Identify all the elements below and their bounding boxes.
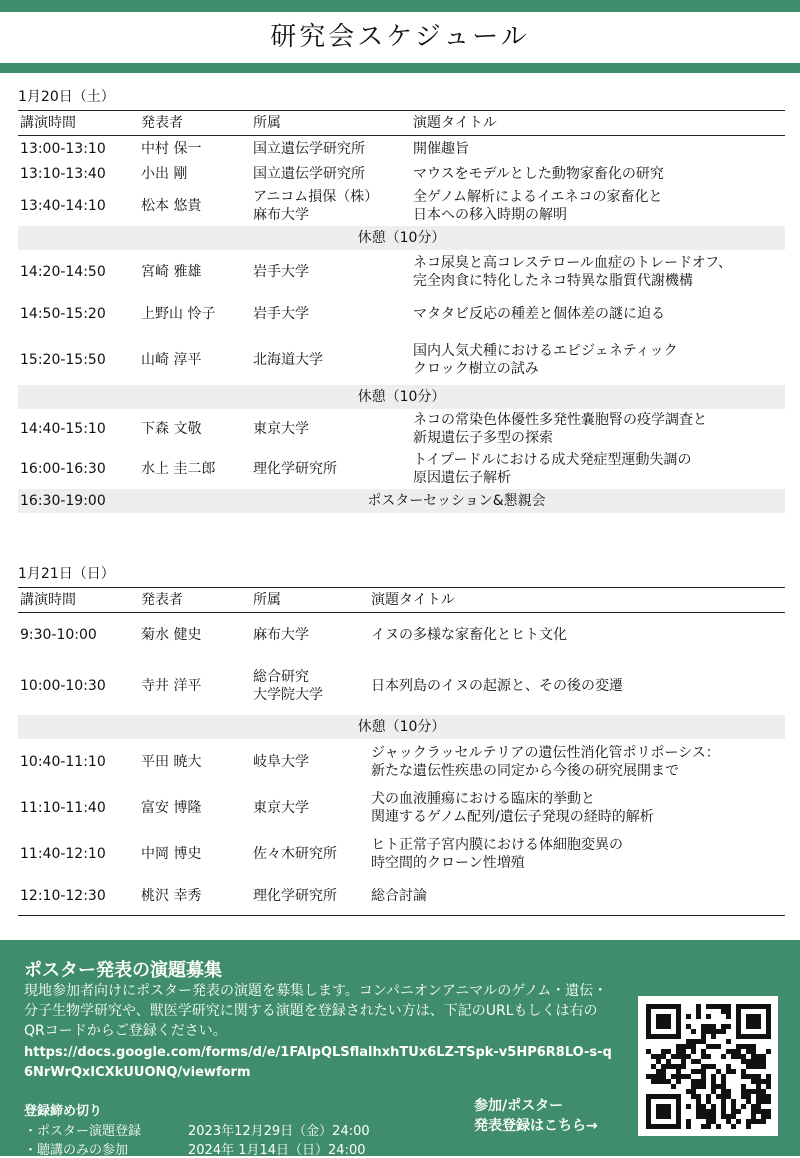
break-row bbox=[18, 226, 785, 250]
talk-title: マタタビ反応の種差と個体差の謎に迫る bbox=[413, 306, 665, 322]
header-time: 講演時間 bbox=[20, 115, 76, 131]
time: 14:20-14:50 bbox=[20, 263, 106, 280]
affiliation: 国立遺伝学研究所 bbox=[253, 140, 365, 157]
break-label: 休憩（10分） bbox=[357, 389, 446, 405]
affiliation: 岩手大学 bbox=[253, 263, 309, 280]
speaker: 中岡 博史 bbox=[141, 846, 202, 862]
time: 11:40-12:10 bbox=[20, 846, 106, 862]
table-row bbox=[18, 335, 785, 385]
talk-title: 総合討論 bbox=[371, 888, 427, 904]
talk-title: 犬の血液腫瘍における臨床的挙動と 関連するゲノム配列/遺伝子発現の経時的解析 bbox=[371, 791, 654, 825]
header-title: 演題タイトル bbox=[371, 592, 455, 608]
time: 15:20-15:50 bbox=[20, 352, 106, 368]
poster-session-row bbox=[18, 489, 785, 513]
break-row bbox=[18, 715, 785, 739]
affiliation: 理化学研究所 bbox=[253, 461, 337, 477]
time: 10:00-10:30 bbox=[20, 678, 106, 694]
affiliation: 岐阜大学 bbox=[253, 754, 309, 770]
table-header bbox=[18, 587, 785, 613]
table-row bbox=[18, 831, 785, 877]
speaker: 富安 博隆 bbox=[141, 800, 202, 816]
table-row bbox=[18, 785, 785, 831]
talk-title: マウスをモデルとした動物家畜化の研究 bbox=[413, 165, 664, 182]
break-label: 休憩（10分） bbox=[357, 719, 446, 735]
table-row bbox=[18, 449, 785, 489]
speaker: 寺井 洋平 bbox=[141, 678, 202, 694]
affiliation: 国立遺伝学研究所 bbox=[253, 165, 365, 182]
talk-title: ヒト正常子宮内膜における体細胞変異の 時空間的クローン性増殖 bbox=[371, 837, 623, 871]
talk-title: 日本列島のイヌの起源と、その後の変遷 bbox=[371, 678, 623, 694]
time: 13:10-13:40 bbox=[20, 165, 106, 182]
title-accent-bar bbox=[0, 63, 800, 73]
affiliation: 理化学研究所 bbox=[253, 888, 337, 904]
speaker: 水上 圭二郎 bbox=[141, 461, 216, 477]
time: 16:00-16:30 bbox=[20, 461, 106, 477]
speaker: 松本 悠貴 bbox=[141, 198, 202, 214]
time: 14:50-15:20 bbox=[20, 306, 106, 322]
break-label: 休憩（10分） bbox=[357, 230, 446, 246]
affiliation: アニコム損保（株） 麻布大学 bbox=[253, 189, 379, 223]
table-row bbox=[18, 657, 785, 715]
table-row bbox=[18, 186, 785, 226]
time: 13:00-13:10 bbox=[20, 140, 106, 157]
speaker: 平田 暁大 bbox=[141, 754, 202, 770]
speaker: 中村 保一 bbox=[141, 140, 202, 157]
time: 10:40-11:10 bbox=[20, 754, 106, 770]
affiliation: 北海道大学 bbox=[253, 352, 323, 368]
day1-schedule bbox=[18, 86, 785, 513]
qr-code[interactable] bbox=[638, 996, 778, 1136]
time: 16:30-19:00 bbox=[20, 493, 106, 509]
deadline-title: 登録締め切り bbox=[24, 1104, 103, 1119]
affiliation: 佐々木研究所 bbox=[253, 846, 337, 862]
talk-title: 全ゲノム解析によるイエネコの家畜化と 日本への移入時期の解明 bbox=[413, 189, 663, 223]
table-row bbox=[18, 409, 785, 449]
qr-code-icon bbox=[638, 996, 778, 1136]
talk-title: ネコ尿臭と高コレステロール血症のトレードオフ、 完全肉食に特化したネコ特異な脂質代謝機構 bbox=[413, 254, 733, 289]
talk-title: ジャックラッセルテリアの遺伝性消化管ポリポーシス： 新たな遺伝性疾患の同定から今後の研究展開まで bbox=[371, 745, 720, 779]
table-row bbox=[18, 877, 785, 916]
table-header bbox=[18, 110, 785, 136]
talk-title: 開催趣旨 bbox=[413, 140, 469, 157]
affiliation: 総合研究 大学院大学 bbox=[253, 669, 323, 703]
time: 9:30-10:00 bbox=[20, 627, 97, 643]
speaker: 桃沢 幸秀 bbox=[141, 888, 202, 904]
time: 14:40-15:10 bbox=[20, 421, 106, 437]
register-here-link[interactable]: 参加/ポスター 発表登録はこちら→ bbox=[474, 1098, 598, 1134]
footer-body: 現地参加者向けにポスター発表の演題を募集します。コンパニオンアニマルのゲノム・遺伝・分子生物学研究や、獣医学研究に関する演題を登録されたい方は、下記のURLもしくは右のQRコードからご登録ください。 bbox=[24, 983, 608, 1039]
header-speaker: 発表者 bbox=[141, 115, 183, 131]
header-title: 演題タイトル bbox=[413, 115, 497, 131]
speaker: 上野山 怜子 bbox=[141, 306, 216, 322]
page-title: 研究会スケジュール bbox=[270, 22, 530, 52]
affiliation: 東京大学 bbox=[253, 800, 309, 816]
talk-title: ネコの常染色体優性多発性嚢胞腎の疫学調査と 新規遺伝子多型の探索 bbox=[413, 412, 707, 446]
affiliation: 東京大学 bbox=[253, 421, 309, 437]
table-row bbox=[18, 250, 785, 293]
time: 12:10-12:30 bbox=[20, 888, 106, 904]
speaker: 小出 剛 bbox=[141, 165, 188, 182]
time: 13:40-14:10 bbox=[20, 198, 106, 214]
table-row bbox=[18, 293, 785, 335]
header-affiliation: 所属 bbox=[253, 115, 281, 131]
speaker: 下森 文敬 bbox=[141, 421, 202, 437]
speaker: 菊水 健史 bbox=[141, 627, 202, 643]
speaker: 山崎 淳平 bbox=[141, 352, 202, 368]
poster-session-label: ポスターセッション&懇親会 bbox=[367, 493, 546, 509]
day1-date: 1月20日（土） bbox=[18, 89, 115, 105]
top-accent-bar bbox=[0, 0, 800, 12]
talk-title: 国内人気犬種におけるエピジェネティック クロック樹立の試み bbox=[413, 343, 678, 377]
header-time: 講演時間 bbox=[20, 592, 76, 608]
deadline-poster: ・ポスター演題登録 2023年12月29日（金）24:00 bbox=[24, 1124, 370, 1139]
header-speaker: 発表者 bbox=[141, 592, 183, 608]
footer-heading: ポスター発表の演題募集 bbox=[24, 960, 222, 981]
registration-link[interactable]: https://docs.google.com/forms/d/e/1FAIpQLSflalhxhTUx6LZ-TSpk-v5HP6R8LO-s-q6NrWrQxICXkUUONQ/viewform bbox=[24, 1045, 612, 1080]
break-row bbox=[18, 385, 785, 409]
table-row bbox=[18, 136, 785, 161]
poster-call-footer bbox=[0, 940, 800, 1156]
table-row bbox=[18, 161, 785, 186]
affiliation: 岩手大学 bbox=[253, 306, 309, 322]
day2-schedule bbox=[18, 563, 785, 916]
header-affiliation: 所属 bbox=[253, 592, 281, 608]
talk-title: トイプードルにおける成犬発症型運動失調の 原因遺伝子解析 bbox=[413, 452, 692, 486]
day2-date: 1月21日（日） bbox=[18, 566, 115, 582]
table-row bbox=[18, 739, 785, 785]
time: 11:10-11:40 bbox=[20, 800, 106, 816]
affiliation: 麻布大学 bbox=[253, 627, 309, 643]
deadline-attendance: ・聴講のみの参加 2024年 1月14日（日）24:00 bbox=[24, 1143, 366, 1158]
table-row bbox=[18, 613, 785, 657]
speaker: 宮崎 雅雄 bbox=[141, 263, 202, 280]
talk-title: イヌの多様な家畜化とヒト文化 bbox=[371, 627, 567, 643]
